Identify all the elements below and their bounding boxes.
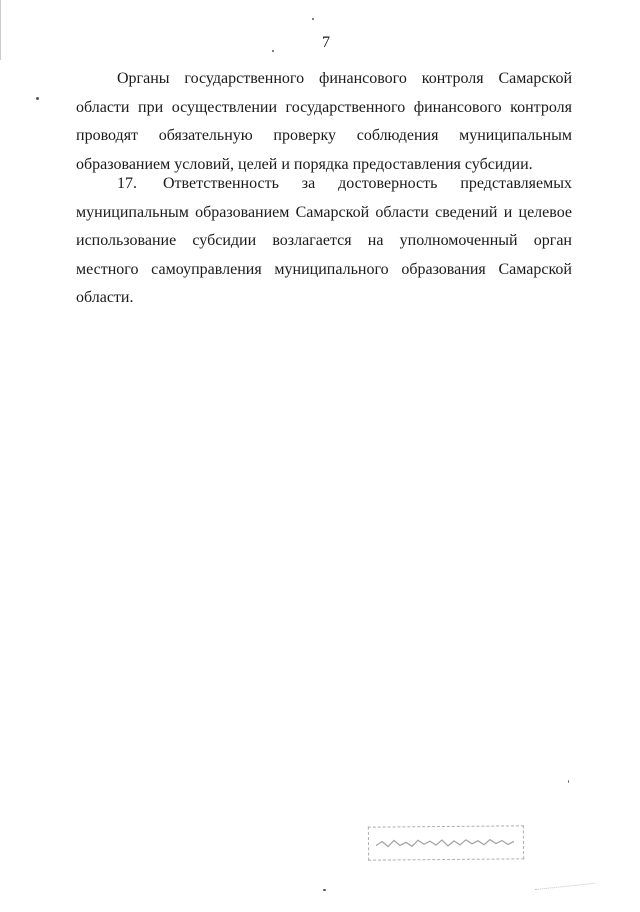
scan-speck	[36, 97, 39, 100]
registration-stamp	[368, 825, 524, 860]
scan-edge-mark	[0, 0, 5, 60]
paragraph-2-text: Ответственность за достоверность представляемых муниципальным образованием Самарской области сведений и целевое использование субсидии возлагается на уполномоченный орган местного самоуправления муниципального образования Самарской области.	[76, 175, 572, 306]
paragraph-2-number: 17.	[117, 175, 137, 192]
stamp-scribble-icon	[372, 830, 520, 855]
page-number: 7	[322, 34, 330, 51]
scan-speck	[568, 780, 569, 783]
paragraph-1	[76, 65, 572, 179]
scan-speck	[312, 18, 314, 20]
scan-artifact	[533, 871, 594, 890]
scan-speck	[323, 889, 326, 891]
paragraph-1-text: Органы государственного финансового контроля Самарской области при осуществлении государственного финансового контроля проводят обязательную проверку соблюдения муниципальным образованием условий, целей и порядка предоставления субсидии.	[76, 70, 572, 173]
paragraph-2	[76, 170, 572, 313]
scan-speck	[272, 50, 274, 52]
